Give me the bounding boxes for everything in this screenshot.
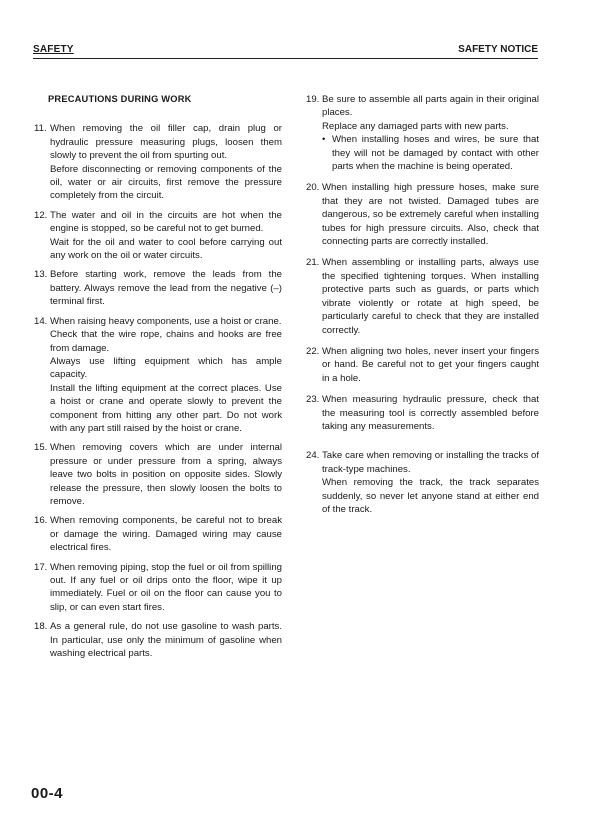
numbered-item [306,256,539,336]
numbered-item [34,268,282,308]
page-number: 00-4 [31,785,64,802]
item-number: 22. [306,345,320,357]
numbered-item [34,209,282,263]
numbered-item [34,122,282,202]
item-number: 17. [34,561,48,573]
item-number: 16. [34,515,48,527]
numbered-item [34,561,282,615]
left-column [34,93,282,660]
item-paragraph: Replace any damaged parts with new parts. [322,120,509,132]
page-header [33,44,538,58]
numbered-item [34,441,282,508]
header-rule [33,58,538,59]
item-body [50,209,282,263]
item-number: 18. [34,621,48,633]
item-paragraph: Always use lifting equipment which has ample capacity. [50,355,282,381]
item-paragraph: When removing piping, stop the fuel or oil from spilling out. If any fuel or oil drips onto the floor, wipe it up immediately. Fuel or oil on the floor can cause you to slip, or can even start fires. [50,561,282,613]
header-title: SAFETY NOTICE [458,44,538,55]
item-paragraph: The water and oil in the circuits are hot when the engine is stopped, so be careful not to get burned. [50,209,282,235]
bullet-dot-icon: • [322,134,326,146]
item-body [50,561,282,615]
item-body [50,122,282,202]
item-body [322,93,539,173]
numbered-item [34,514,282,554]
numbered-item [306,181,539,248]
item-paragraph: When removing components, be careful not to break or damage the wiring. Damaged wiring may cause electrical fires. [50,515,282,554]
bullet-text: When installing hoses and wires, be sure that they will not be damaged by contact with other parts when the machine is being operated. [332,134,539,173]
item-body [322,345,539,385]
item-paragraph: Take care when removing or installing the tracks of track-type machines. [322,450,539,475]
item-paragraph: Before disconnecting or removing components of the oil, water or air circuits, first remove the pressure completely from the circuit. [50,163,282,202]
bullet-point [322,133,539,173]
item-body [50,441,282,508]
item-paragraph: Install the lifting equipment at the correct places. Use a hoist or crane and operate slowly to prevent the component from hitting any other part. Do not work with any part still raised by the hoist or crane. [50,382,282,434]
item-body [322,449,539,516]
section-title: PRECAUTIONS DURING WORK [48,94,192,104]
item-paragraph: When measuring hydraulic pressure, check that the measuring tool is correctly assembled before taking any measurements. [322,394,539,432]
item-body [322,393,539,433]
item-paragraph: As a general rule, do not use gasoline to wash parts. In particular, use only the minimum of gasoline when washing electrical parts. [50,621,282,660]
numbered-item [306,93,539,173]
right-item-list [306,93,539,516]
item-body [50,514,282,554]
item-paragraph: When raising heavy components, use a hoist or crane. [50,315,282,327]
item-paragraph: When installing high pressure hoses, make sure that they are not twisted. Damaged tubes are dangerous, so be extremely careful when installing tubes for high pressure circuits. Also, check that connecting parts are correctly installed. [322,182,539,248]
item-body [50,620,282,660]
item-number: 20. [306,182,320,194]
item-number: 12. [34,209,48,221]
left-item-list [34,122,282,660]
item-number: 14. [34,315,48,327]
right-column [306,93,539,516]
item-paragraph: When assembling or installing parts, always use the specified tightening torques. When installing protective parts such as guards, or parts which vibrate violently or rotate at high speed, be particularly careful to check that they are installed correctly. [322,257,539,336]
numbered-item [306,449,539,516]
item-body [50,268,282,308]
item-number: 23. [306,394,320,406]
item-number: 15. [34,442,48,454]
item-paragraph: When aligning two holes, never insert your fingers or hand. Be careful not to get your fingers caught in a hole. [322,345,539,384]
numbered-item [306,345,539,385]
item-number: 19. [306,94,320,105]
item-number: 24. [306,450,320,462]
item-paragraph: When removing the oil filler cap, drain plug or hydraulic pressure measuring plugs, loosen them slowly to prevent the oil from spurting out. [50,123,282,162]
item-body [322,256,539,336]
item-paragraph: Wait for the oil and water to cool before carrying out any work on the oil or water circuits. [50,236,282,262]
header-section: SAFETY [33,44,74,55]
item-paragraph: When removing covers which are under internal pressure or under pressure from a spring, always leave two bolts in position on opposite sides. Slowly release the pressure, then slowly loosen the bolts to remove. [50,442,282,507]
item-body [50,315,282,436]
item-paragraph: Check that the wire rope, chains and hooks are free from damage. [50,329,282,354]
item-number: 21. [306,257,320,269]
item-body [322,181,539,248]
item-number: 13. [34,269,48,281]
numbered-item [34,315,282,436]
item-number: 11. [34,123,47,135]
item-paragraph: Before starting work, remove the leads from the battery. Always remove the lead from the negative (–) terminal first. [50,269,282,308]
item-paragraph: Be sure to assemble all parts again in their original places. [322,94,539,119]
numbered-item [306,393,539,433]
numbered-item [34,620,282,660]
item-paragraph: When removing the track, the track separates suddenly, so never let anyone stand at either end of the track. [322,477,539,515]
